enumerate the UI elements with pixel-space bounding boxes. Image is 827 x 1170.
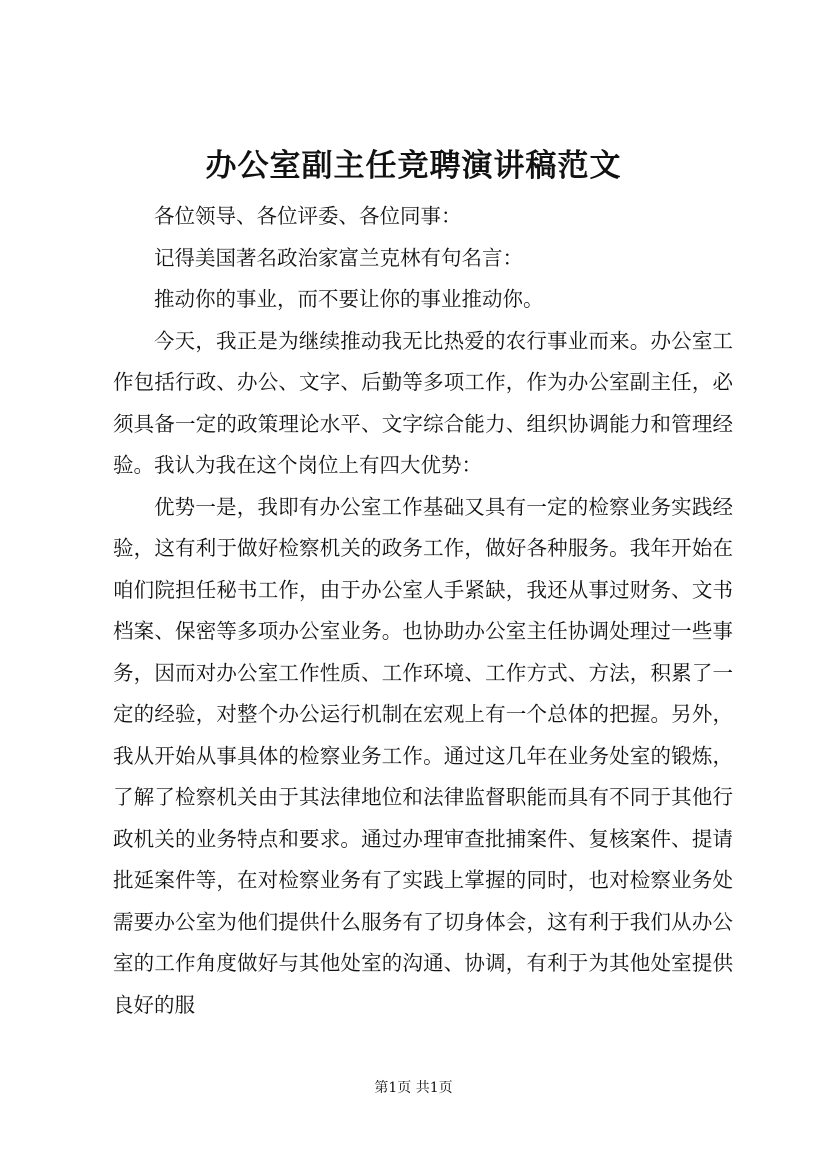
document-body xyxy=(113,196,733,1026)
page-number-footer: 第1页 共1页 xyxy=(374,1080,453,1096)
paragraph-quote: 推动你的事业，而不要让你的事业推动你。 xyxy=(154,287,544,311)
document-title: 办公室副主任竞聘演讲稿范文 xyxy=(205,148,622,184)
paragraph-salutation: 各位领导、各位评委、各位同事： xyxy=(154,204,462,228)
paragraph-quote-intro: 记得美国著名政治家富兰克林有句名言： xyxy=(154,245,523,270)
paragraph-introduction: 今天，我正是为继续推动我无比热爱的农行事业而来。办公室工作包括行政、办公、文字、后勤等多项工作，作为办公室副主任，必须具备一定的政策理论水平、文字综合能力、组织协调能力和管理经验。我认为我在这个岗位上有四大优势： xyxy=(113,328,733,477)
paragraph-advantage-one: 优势一是，我即有办公室工作基础又具有一定的检察业务实践经验，这有利于做好检察机关的政务工作，做好各种服务。我年开始在咱们院担任秘书工作，由于办公室人手紧缺，我还从事过财务、文书档案、保密等多项办公室业务。也协助办公室主任协调处理过一些事务，因而对办公室工作性质、工作环境、工作方式、方法，积累了一定的经验，对整个办公运行机制在宏观上有一个总体的把握。另外，我从开始从事具体的检察业务工作。通过这几年在业务处室的锻炼，了解了检察机关由于其法律地位和法律监督职能而具有不同于其他行政机关的业务特点和要求。通过办理审查批捕案件、复核案件、提请批延案件等，在对检察业务有了实践上掌握的同时，也对检察业务处需要办公室为他们提供什么服务有了切身体会，这有利于我们从办公室的工作角度做好与其他处室的沟通、协调，有利于为其他处室提供良好的服 xyxy=(113,494,733,1017)
